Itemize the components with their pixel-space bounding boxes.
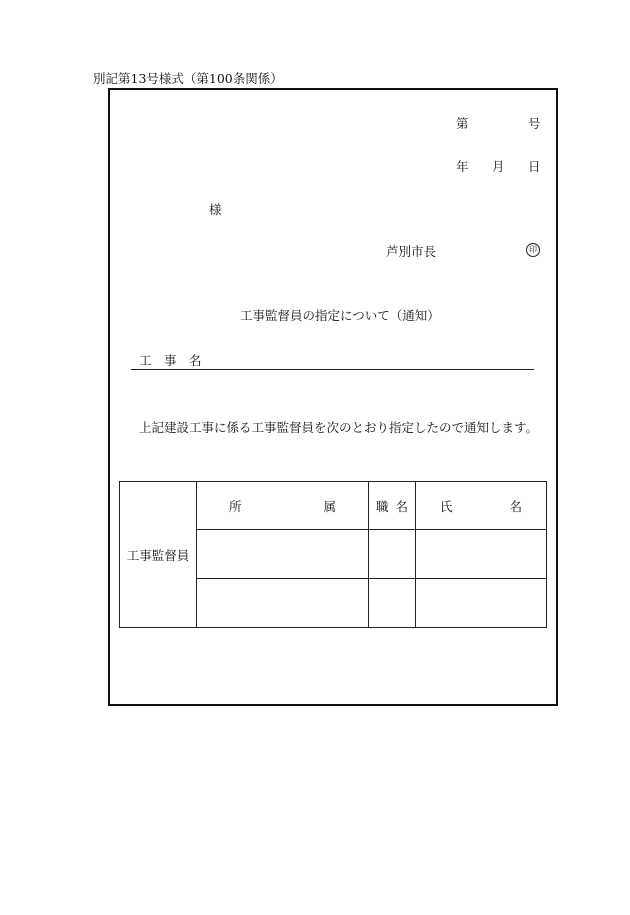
header-affiliation-right: 属	[323, 498, 336, 514]
addressee-suffix: 様	[209, 202, 222, 217]
date-year: 年	[456, 159, 469, 174]
header-name	[416, 482, 547, 530]
header-position	[369, 482, 416, 530]
issuer-title: 芦別市長	[386, 244, 437, 259]
header-position-right: 名	[395, 498, 408, 514]
form-caption: 別記第13号様式（第100条関係）	[93, 71, 283, 86]
name-cell	[416, 530, 547, 579]
position-cell	[369, 530, 416, 579]
affiliation-cell	[197, 579, 369, 628]
header-position-left: 職	[376, 498, 389, 514]
supervisor-row-label: 工事監督員	[120, 482, 197, 628]
number-prefix: 第	[456, 116, 469, 131]
seal-mark: 印	[526, 243, 540, 257]
body-text: 上記建設工事に係る工事監督員を次のとおり指定したので通知します。	[139, 420, 539, 435]
supervisor-table	[119, 481, 547, 628]
document-title: 工事監督員の指定について（通知）	[240, 308, 440, 323]
name-cell	[416, 579, 547, 628]
project-name-line	[131, 369, 534, 370]
header-affiliation	[197, 482, 369, 530]
position-cell	[369, 579, 416, 628]
number-suffix: 号	[528, 116, 541, 131]
header-name-right: 名	[509, 498, 522, 514]
date-month: 月	[492, 159, 505, 174]
project-name-label: 工 事 名	[139, 353, 202, 368]
date-day: 日	[528, 159, 541, 174]
header-name-left: 氏	[440, 498, 453, 514]
affiliation-cell	[197, 530, 369, 579]
header-affiliation-left: 所	[229, 498, 242, 514]
